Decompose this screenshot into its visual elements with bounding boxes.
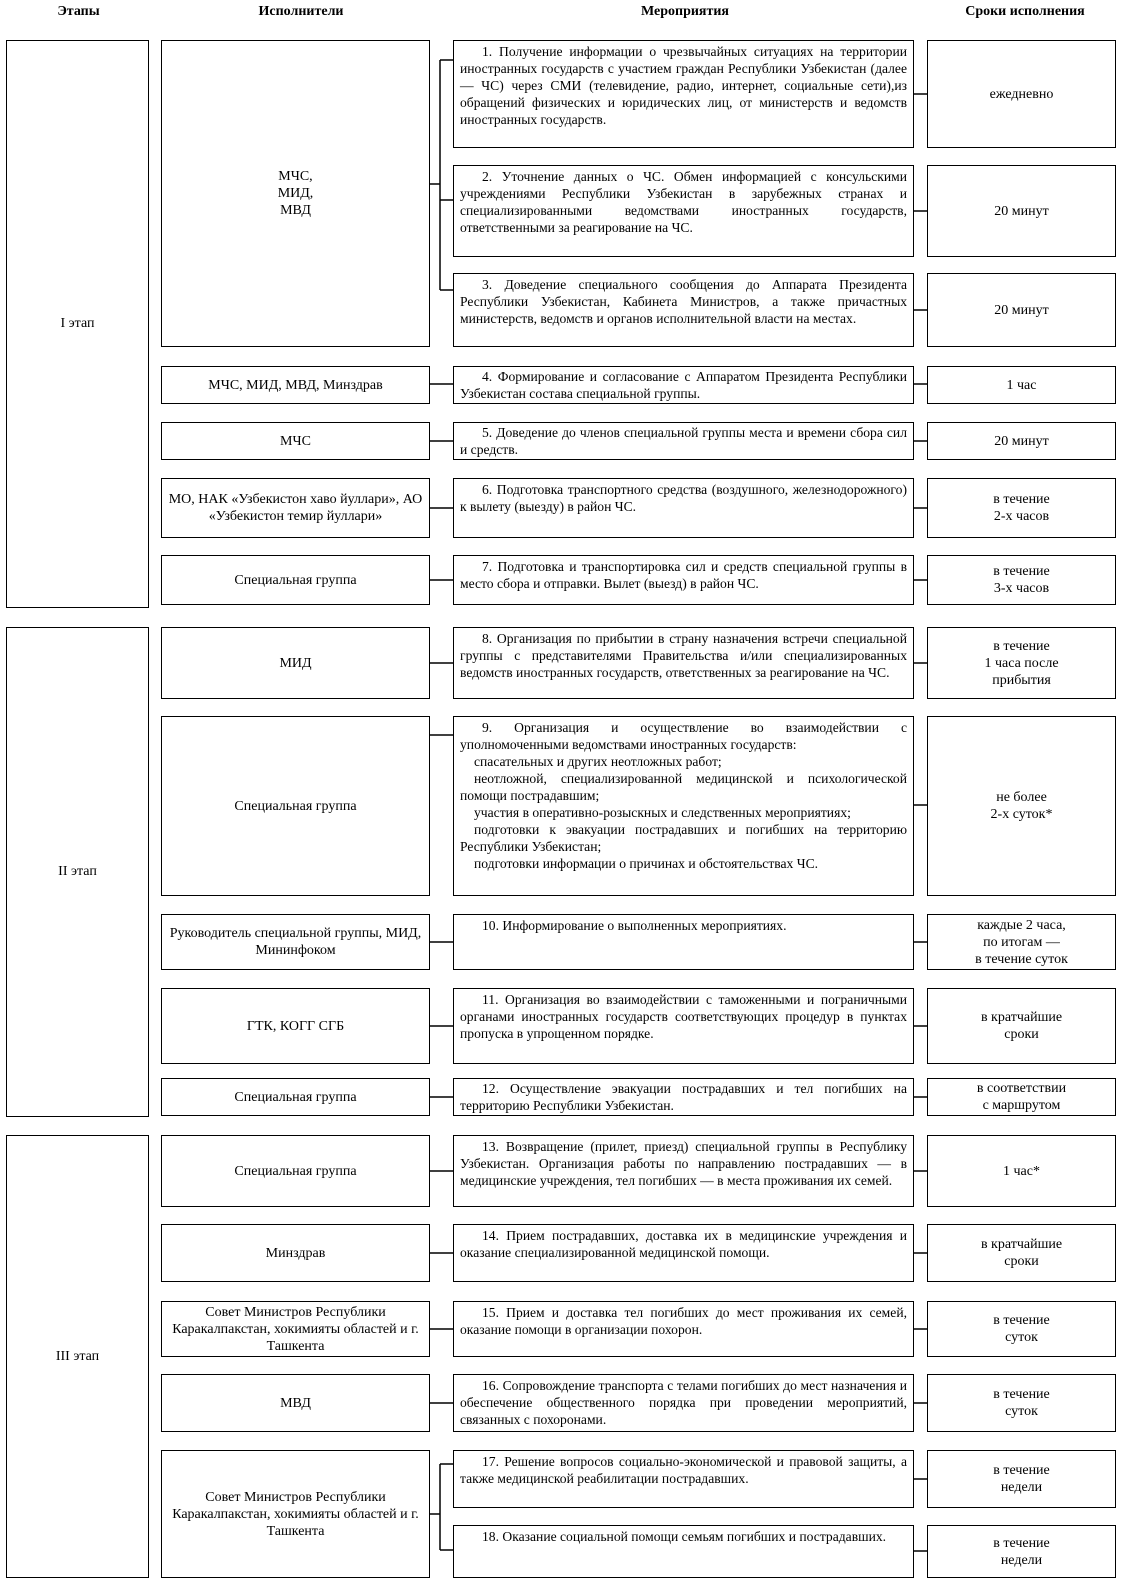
executor-box [161, 555, 430, 605]
activity-box [453, 1374, 914, 1432]
header-stages: Этапы [57, 4, 100, 19]
deadline-text: не более 2-х суток* [990, 790, 1053, 822]
executor-box [161, 627, 430, 699]
activity-text: 4. Формирование и согласование с Аппаратом Президента Республики Узбекистан состава специальной группы. [460, 369, 907, 401]
activity-text: 8. Организация по прибытии в страну назначения встречи специальной группы с представителями Правительства и/или специализированных ведомств иностранных государств, ответственных за реагирование на ЧС. [460, 631, 907, 680]
activity-text: спасательных и других неотложных работ; [474, 754, 722, 769]
deadline-text: в течение суток [993, 1313, 1050, 1345]
activity-text: 6. Подготовка транспортного средства (воздушного, железнодорожного) к вылету (выезду) в район ЧС. [460, 482, 907, 514]
executor-text: Совет Министров Республики Каракалпакстан, хокимияты областей и г. Ташкента [172, 1489, 419, 1539]
deadline-box [927, 1301, 1116, 1357]
activity-box [453, 555, 914, 605]
deadline-box [927, 1525, 1116, 1578]
activity-text: 3. Доведение специального сообщения до Аппарата Президента Республики Узбекистан, Кабинета Министров, а также причастных министерств, ведомств и органов исполнительной власти на местах. [460, 277, 907, 326]
deadline-text: в течение 3-х часов [993, 564, 1050, 596]
activity-box [453, 1078, 914, 1116]
activity-text: подготовки информации о причинах и обстоятельствах ЧС. [474, 856, 819, 871]
deadline-box [927, 165, 1116, 257]
executor-text: Специальная группа [234, 1163, 357, 1179]
executor-text: Специальная группа [234, 1089, 357, 1105]
activity-text: 7. Подготовка и транспортировка сил и средств специальной группы в место сбора и отправки. Вылет (выезд) в район ЧС. [460, 559, 907, 591]
activity-box [453, 1224, 914, 1282]
activity-text: 10. Информирование о выполненных мероприятиях. [482, 918, 787, 933]
activity-text: 15. Прием и доставка тел погибших до мест проживания их семей, оказание помощи в организации похорон. [460, 1305, 907, 1337]
deadline-text: в течение 2-х часов [993, 492, 1050, 524]
activity-text: участия в оперативно-розыскных и следственных мероприятиях; [474, 805, 851, 820]
executor-box [161, 914, 430, 970]
executor-text: МВД [280, 1395, 311, 1411]
executor-box [161, 988, 430, 1064]
activity-box [453, 1301, 914, 1357]
activity-text: 1. Получение информации о чрезвычайных ситуациях на территории иностранных государств с участием граждан Республики Узбекистан (далее — ЧС) через СМИ (телевидение, радио, интернет, социальные сети),из обращений физических и юридических лиц, от министерств и ведомств иностранных государств. [460, 44, 907, 127]
deadline-box [927, 478, 1116, 538]
executor-box [161, 478, 430, 538]
activity-text: 11. Организация во взаимодействии с таможенными и пограничными органами иностранных государств соответствующих процедур в пунктах пропуска в упрощенном порядке. [460, 992, 907, 1041]
executor-box [161, 1301, 430, 1357]
activity-box [453, 40, 914, 148]
activity-text: 16. Сопровождение транспорта с телами погибших до мест назначения и обеспечение общественного порядка при проведении мероприятий, связанных с похоронами. [460, 1378, 907, 1427]
deadline-box [927, 422, 1116, 460]
executor-box [161, 1224, 430, 1282]
activity-text: подготовки к эвакуации пострадавших и погибших на территорию Республики Узбекистан; [460, 822, 907, 854]
deadline-box [927, 716, 1116, 896]
deadline-text: в кратчайшие сроки [980, 1010, 1063, 1042]
deadline-box [927, 627, 1116, 699]
deadline-text: в течение недели [993, 1463, 1050, 1495]
activity-box [453, 422, 914, 460]
executor-box [161, 40, 430, 347]
header-activities: Мероприятия [640, 4, 730, 19]
deadline-text: 20 минут [994, 302, 1049, 318]
activity-text: 17. Решение вопросов социально-экономической и правовой защиты, а также медицинской реабилитации пострадавших. [460, 1454, 907, 1486]
executor-box [161, 1374, 430, 1432]
executor-box [161, 1078, 430, 1116]
deadline-text: 1 час* [1003, 1163, 1040, 1179]
deadline-text: в течение суток [993, 1387, 1050, 1419]
activity-box [453, 1135, 914, 1207]
activity-box [453, 165, 914, 257]
deadline-text: 20 минут [994, 433, 1049, 449]
deadline-text: в течение недели [993, 1535, 1050, 1568]
deadline-box [927, 1224, 1116, 1282]
deadline-text: каждые 2 часа, по итогам — в течение суток [975, 917, 1068, 967]
activity-box [453, 478, 914, 538]
activity-box [453, 273, 914, 347]
activity-box [453, 1525, 914, 1578]
activity-box [453, 988, 914, 1064]
activity-text: 18. Оказание социальной помощи семьям погибших и пострадавших. [482, 1529, 887, 1544]
stage-3 [6, 1135, 149, 1578]
executor-text: МИД [279, 655, 312, 671]
deadline-text: в кратчайшие сроки [980, 1237, 1063, 1269]
deadline-box [927, 40, 1116, 148]
executor-text: ГТК, КОГГ СГБ [246, 1018, 345, 1034]
deadline-box [927, 1374, 1116, 1432]
header-deadlines: Сроки исполнения [965, 4, 1085, 19]
deadline-box [927, 914, 1116, 970]
activity-text: 5. Доведение до членов специальной группы места и времени сбора сил и средств. [460, 425, 907, 457]
deadline-text: ежедневно [989, 86, 1054, 102]
deadline-box [927, 366, 1116, 404]
deadline-text: 1 час [1006, 377, 1037, 393]
deadline-box [927, 273, 1116, 347]
executor-text: Специальная группа [234, 798, 357, 814]
deadline-box [927, 1450, 1116, 1508]
deadline-text: в течение 1 часа после прибытия [984, 638, 1059, 688]
deadline-box [927, 1135, 1116, 1207]
activity-box [453, 1450, 914, 1508]
activity-box [453, 366, 914, 404]
executor-box [161, 366, 430, 404]
executor-box [161, 716, 430, 896]
deadline-text: в соответствии с маршрутом [976, 1081, 1067, 1113]
executor-text: Минздрав [265, 1245, 326, 1261]
stage-2 [6, 627, 149, 1117]
deadline-box [927, 1078, 1116, 1116]
executor-box [161, 422, 430, 460]
stage-1 [6, 40, 149, 608]
deadline-box [927, 555, 1116, 605]
stage-label: I этап [60, 316, 95, 331]
activity-box [453, 914, 914, 970]
activity-box [453, 627, 914, 699]
executor-text: МЧС, МИД, МВД, Минздрав [208, 377, 383, 393]
deadline-box [927, 988, 1116, 1064]
executor-text: Руководитель специальной группы, МИД, Мининфоком [169, 926, 422, 958]
executor-text: Специальная группа [234, 572, 357, 588]
stage-label: III этап [55, 1348, 100, 1364]
activity-box [453, 716, 914, 896]
activity-text: неотложной, специализированной медицинской и психологической помощи пострадавшим; [460, 771, 907, 803]
header-executors: Исполнители [258, 4, 344, 19]
activity-text: 9. Организация и осуществление во взаимодействии с уполномоченными ведомствами иностранных государств: [460, 720, 907, 752]
activity-text: 12. Осуществление эвакуации пострадавших и тел погибших на территорию Республики Узбекистан. [460, 1081, 907, 1113]
deadline-text: 20 минут [994, 203, 1049, 219]
executor-text: МЧС, МИД, МВД [277, 169, 314, 218]
executor-box [161, 1135, 430, 1207]
executor-text: Совет Министров Республики Каракалпакстан, хокимияты областей и г. Ташкента [172, 1304, 419, 1354]
executor-box [161, 1450, 430, 1578]
executor-text: МО, НАК «Узбекистон хаво йуллари», АО «Узбекистон темир йуллари» [168, 492, 423, 524]
stage-label: II этап [58, 864, 97, 879]
activity-text: 14. Прием пострадавших, доставка их в медицинские учреждения и оказание специализированной медицинской помощи. [460, 1228, 907, 1260]
executor-text: МЧС [280, 433, 311, 449]
activity-text: 13. Возвращение (прилет, приезд) специальной группы в Республику Узбекистан. Организация работы по направлению пострадавших — в медицинские учреждения, тел погибших — в места проживания их семей. [460, 1139, 907, 1188]
activity-text: 2. Уточнение данных о ЧС. Обмен информацией с консульскими учреждениями Республики Узбекистан в зарубежных странах и специализированными ведомствами иностранных государств, ответственными за реагирование на ЧС. [460, 169, 907, 235]
